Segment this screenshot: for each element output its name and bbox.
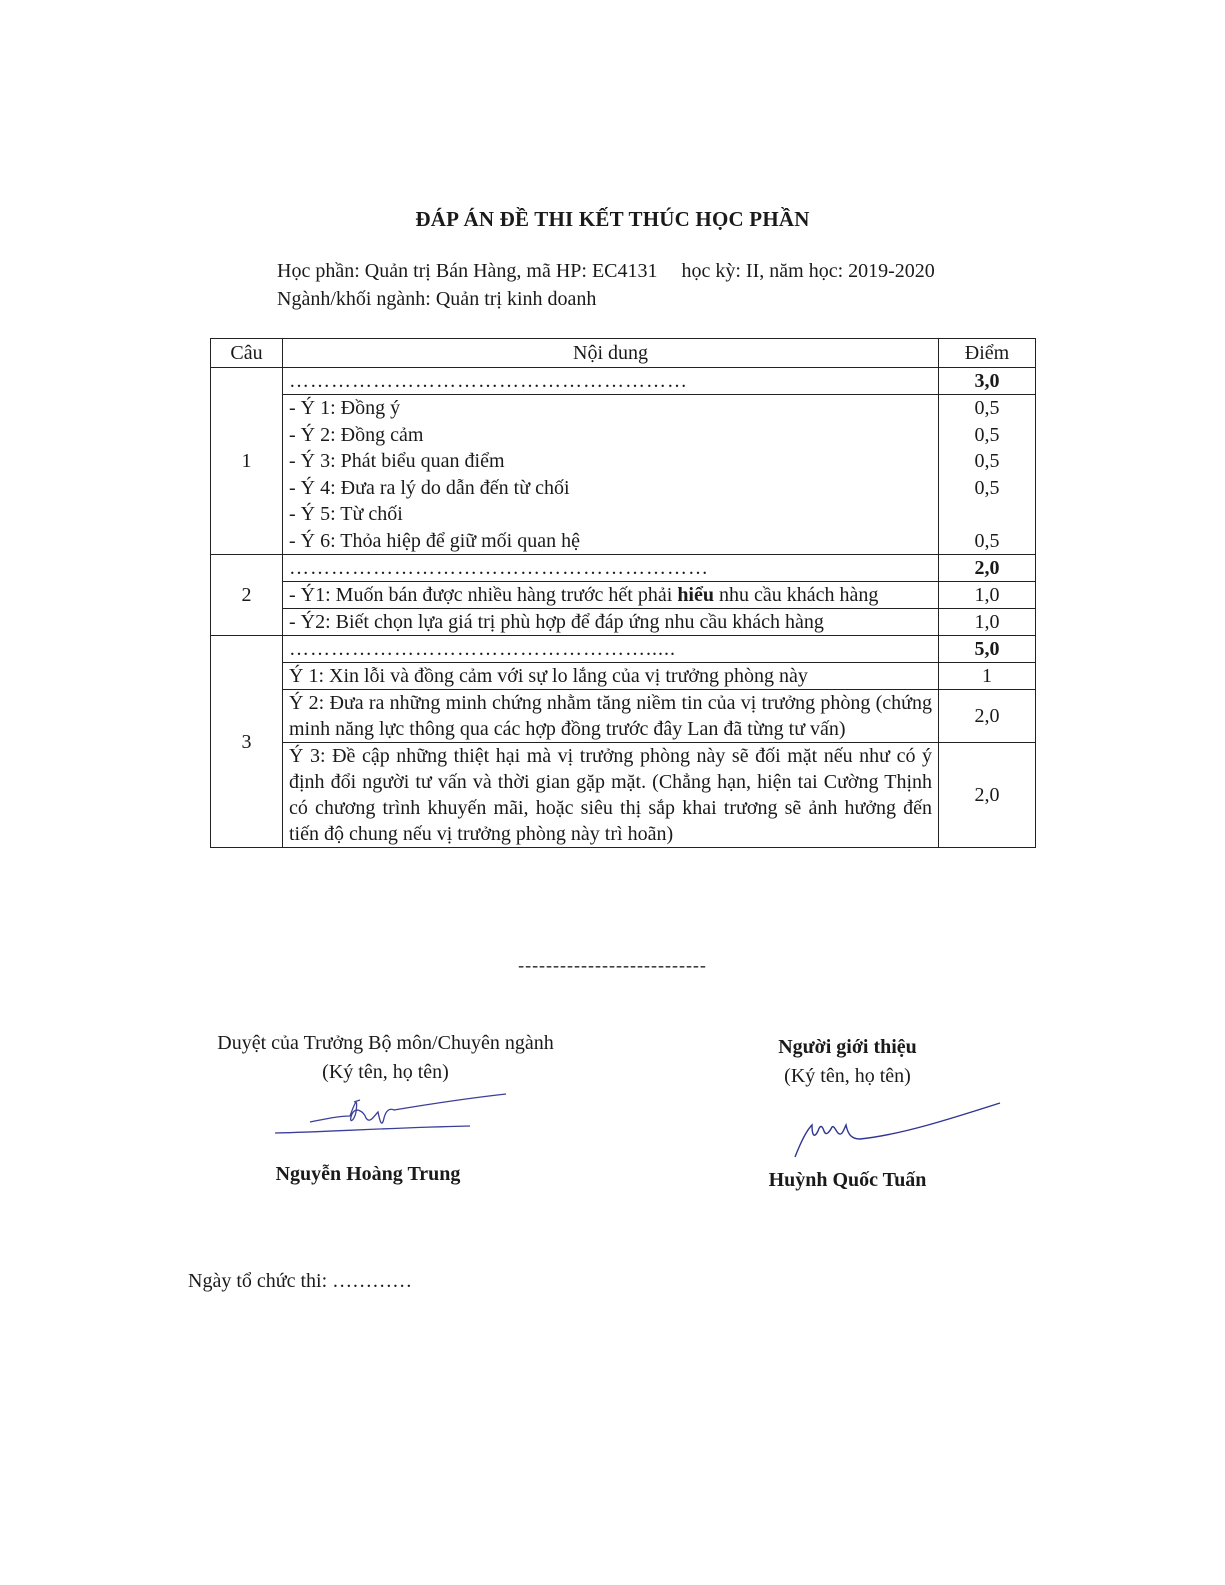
introducer-signature <box>790 1095 1005 1165</box>
table-row <box>211 582 1036 609</box>
approver-caption: (Ký tên, họ tên) <box>322 1061 449 1083</box>
question-total-points: 2,0 <box>939 555 1036 582</box>
major-info: Ngành/khối ngành: Quản trị kinh doanh <box>277 288 597 310</box>
introducer-name: Huỳnh Quốc Tuấn <box>768 1169 927 1191</box>
introducer-block <box>740 1036 955 1088</box>
placeholder-dots: ………………………………………………… <box>283 368 939 395</box>
document-title: ĐÁP ÁN ĐỀ THI KẾT THÚC HỌC PHẦN <box>415 207 810 231</box>
answer-item: - Ý 4: Đưa ra lý do dẫn đến từ chối <box>289 476 570 499</box>
question-number: 1 <box>211 368 283 555</box>
header-question: Câu <box>211 339 283 368</box>
answer-item: Ý 1: Xin lỗi và đồng cảm với sự lo lắng của vị trưởng phòng này <box>283 663 939 690</box>
item-points: 1 <box>939 663 1036 690</box>
answer-text: nhu cầu khách hàng <box>714 584 879 606</box>
question-total-points: 5,0 <box>939 636 1036 663</box>
question-number: 2 <box>211 555 283 636</box>
answer-item-points <box>939 395 1036 555</box>
table-row <box>211 743 1036 848</box>
table-row <box>211 368 1036 395</box>
answer-item: - Ý 1: Đồng ý <box>289 397 401 419</box>
answer-items <box>283 395 939 555</box>
item-points: 1,0 <box>939 582 1036 609</box>
approver-signature <box>270 1088 515 1148</box>
item-points: 0,5 <box>974 397 1000 419</box>
item-points: 0,5 <box>974 423 1000 446</box>
item-points: 2,0 <box>939 743 1036 848</box>
item-points: 0,5 <box>974 450 1000 472</box>
answer-text-bold: hiểu <box>677 584 714 606</box>
header-points: Điểm <box>939 339 1036 368</box>
item-points: 1,0 <box>939 609 1036 636</box>
table-header-row <box>211 339 1036 368</box>
header-content: Nội dung <box>283 339 939 368</box>
item-points: 2,0 <box>939 690 1036 743</box>
table-row <box>211 636 1036 663</box>
answer-item: - Ý 5: Từ chối <box>289 503 403 525</box>
question-number: 3 <box>211 636 283 848</box>
introducer-caption: (Ký tên, họ tên) <box>784 1065 911 1087</box>
answer-table <box>210 338 1036 848</box>
approver-title: Duyệt của Trưởng Bộ môn/Chuyên ngành <box>217 1032 554 1054</box>
exam-date: Ngày tổ chức thi: ………… <box>188 1270 413 1292</box>
placeholder-dots: …………………………………………………… <box>283 555 939 582</box>
table-row <box>211 555 1036 582</box>
item-points: 0,5 <box>974 529 1000 552</box>
answer-item: - Ý 2: Đồng cảm <box>289 423 424 446</box>
answer-item: - Ý2: Biết chọn lựa giá trị phù hợp để đáp ứng nhu cầu khách hàng <box>283 609 939 636</box>
table-row <box>211 395 1036 555</box>
course-info <box>277 260 935 283</box>
answer-item: Ý 2: Đưa ra những minh chứng nhằm tăng niềm tin của vị trưởng phòng (chứng minh năng lực thông qua các hợp đồng trước đây Lan đã từng tư vấn) <box>283 690 939 743</box>
table-row <box>211 690 1036 743</box>
placeholder-dots: ……………………………………………..... <box>283 636 939 663</box>
course-name: Học phần: Quản trị Bán Hàng, mã HP: EC4131 <box>277 260 658 282</box>
answer-item: - Ý 6: Thỏa hiệp để giữ mối quan hệ <box>289 529 580 552</box>
answer-item: Ý 3: Đề cập những thiệt hại mà vị trưởng phòng này sẽ đối mặt nếu như có ý định đổi người tư vấn và thời gian gặp mặt. (Chẳng hạn, hiện tai Cường Thịnh có chương trình khuyến mãi, hoặc siêu thị sắp khai trương sẽ ảnh hưởng đến tiến độ chung nếu vị trưởng phòng này trì hoãn) <box>283 743 939 848</box>
question-total-points: 3,0 <box>939 368 1036 395</box>
approver-name: Nguyễn Hoàng Trung <box>275 1163 461 1185</box>
answer-text: - Ý1: Muốn bán được nhiều hàng trước hết phải <box>289 584 678 606</box>
introducer-title: Người giới thiệu <box>778 1036 917 1058</box>
table-row <box>211 609 1036 636</box>
answer-item <box>283 582 939 609</box>
section-separator: --------------------------- <box>518 955 707 975</box>
approver-block <box>193 1032 578 1084</box>
answer-item: - Ý 3: Phát biểu quan điểm <box>289 450 505 472</box>
item-points <box>945 501 1029 528</box>
item-points: 0,5 <box>974 476 1000 499</box>
term-info: học kỳ: II, năm học: 2019-2020 <box>681 260 935 282</box>
table-row <box>211 663 1036 690</box>
